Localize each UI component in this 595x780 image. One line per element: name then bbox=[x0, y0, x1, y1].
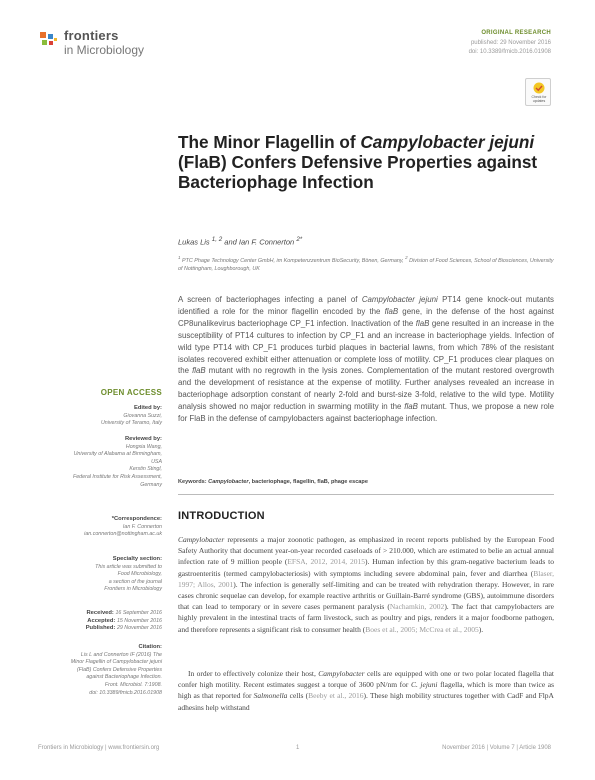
editor-affil: University of Teramo, Italy bbox=[100, 420, 162, 427]
body-text: flagella, which is more than twice as high as that reported for bbox=[178, 680, 554, 701]
affiliation-1: PTC Phage Technology Center GmbH, im Kompetenzzentrum BioSecurity, Bönen, Germany, bbox=[180, 257, 406, 264]
check-updates-label: Check for updates bbox=[531, 95, 547, 103]
journal-name-line1: frontiers bbox=[64, 28, 119, 43]
journal-name-line2: in Microbiology bbox=[64, 43, 145, 57]
author-1-sup: 1, 2 bbox=[211, 236, 223, 243]
received-date: 16 September 2016 bbox=[115, 610, 162, 616]
body-text: cells are equipped with one or two polar located flagella that confer high motility. Recent estimates suggest a torque of 3600 pN/nm for bbox=[178, 669, 554, 690]
author-2[interactable]: and Ian F. Connerton bbox=[222, 237, 297, 247]
citation-link[interactable]: Blaser, 1997; Allos, 2001 bbox=[178, 568, 554, 589]
abstract-italic: flaB bbox=[404, 402, 418, 412]
body-text: ). The infection is generally self-limiting and can be treated with rehydration therapy. However, in rare cases chronic sequelae can develop, for example reactive arthritis or Guillain-Barré syndrome (GBS), autoimmune disorders that can lead to temporary or in severe cases permanent paralysis ( bbox=[178, 579, 554, 612]
specialty-label: Specialty section: bbox=[112, 556, 162, 562]
sidebar-correspondence bbox=[40, 516, 162, 539]
sidebar-dates bbox=[40, 610, 162, 633]
abstract-text: A screen of bacteriophages infecting a panel of bbox=[178, 295, 362, 304]
citation-label: Citation: bbox=[138, 644, 162, 650]
affil-sup1: 1 bbox=[178, 255, 181, 260]
citation-link[interactable]: EFSA, 2012, 2014, 2015 bbox=[287, 557, 365, 567]
body-text: ). bbox=[478, 624, 484, 634]
doi-link[interactable]: doi: 10.3389/fmicb.2016.01908 bbox=[468, 48, 551, 55]
reviewer-1-affil: University of Alabama at Birmingham, bbox=[73, 451, 162, 458]
check-for-updates-button[interactable] bbox=[525, 78, 551, 106]
author-2-sup: 2* bbox=[296, 236, 303, 243]
footer-volume-info: November 2016 | Volume 7 | Article 1908 bbox=[442, 745, 551, 751]
title-part1: The Minor Flagellin of bbox=[178, 132, 361, 152]
abstract-italic: Campylobacter jejuni bbox=[361, 295, 438, 304]
abstract-text: PT14 gene knock-out mutants identified a role for the minor flagellin encoded by the bbox=[178, 295, 554, 316]
citation-line: Front. Microbiol. 7:1908. bbox=[104, 681, 162, 688]
specialty-line: Frontiers in Microbiology bbox=[104, 586, 162, 593]
body-text: represents a major zoonotic pathogen, as emphasized in recent reports published by the European Food Safety Authority that document year-on-year recorded caseloads of > 210.000, which are estimated to belie an actual annual infection rate of 9 million people ( bbox=[178, 535, 554, 567]
body-text: ). Human infection by this gram-negative bacterium leads to gastroenteritis (termed campylobacteriosis) with symptoms including severe abdominal pain, fever and diarrhea ( bbox=[178, 557, 554, 578]
accepted-label: Accepted: bbox=[87, 617, 117, 624]
citation-line: against Bacteriophage Infection. bbox=[86, 674, 162, 681]
title-part3: (FlaB) Confers Defensive Properties against Bacteriophage Infection bbox=[178, 152, 538, 192]
reviewer-1-name[interactable]: Hongxia Wang, bbox=[125, 443, 162, 450]
frontiers-logo-icon bbox=[38, 30, 60, 52]
reviewed-by-label: Reviewed by: bbox=[124, 436, 162, 442]
reviewer-1-country: USA bbox=[151, 458, 162, 465]
edited-by-label: Edited by: bbox=[133, 405, 162, 411]
body-text: ). The fact that campylobacters are highly prevalent in the intestinal tracts of farm livestock, such as poultry and pigs, renders it a major foodborne pathogen, and therefore represents a significant risk to consumer health ( bbox=[178, 602, 554, 634]
abstract-text: mutant with no regrowth in the lysis zones. Complementation of the mutant restored overgrowth and the development of resistance at the expense of motility. Further analyses revealed an increase in bacteriophage adsorption constant of nearly 2-fold and burst-size 3-fold, relative to the wild type. Motility analysis showed no major reduction in swarming motility in the bbox=[178, 366, 554, 412]
article-type: ORIGINAL RESEARCH bbox=[481, 30, 551, 36]
keywords-label: Keywords: bbox=[178, 479, 209, 485]
keyword-1: Campylobacter bbox=[208, 479, 249, 485]
affiliation-2: Division of Food Sciences, School of Biosciences, University of Nottingham, Loughborough, UK bbox=[178, 257, 554, 272]
citation-link[interactable]: Beeby et al., 2016 bbox=[308, 691, 364, 701]
body-italic: C. jejuni bbox=[410, 680, 438, 690]
article-title bbox=[178, 132, 558, 192]
correspondence-label: *Correspondence: bbox=[111, 516, 162, 522]
reviewer-2-affil: Federal Institute for Risk Assessment, bbox=[73, 473, 162, 480]
editor-name[interactable]: Giovanna Suzzi, bbox=[123, 412, 162, 419]
sidebar-edited-by bbox=[40, 405, 162, 428]
reviewer-2-country: Germany bbox=[140, 481, 162, 488]
affil-sup2: 2 bbox=[405, 255, 408, 260]
received-label: Received: bbox=[86, 610, 116, 616]
abstract-italic: flaB bbox=[192, 366, 206, 376]
affiliations bbox=[178, 254, 558, 273]
correspondence-name: Ian F. Connerton bbox=[122, 523, 162, 530]
specialty-line: a section of the journal bbox=[108, 578, 162, 585]
abstract-text: mutant. Thus, we propose a new role for FlaB in the defense of campylobacters against bacteriophage infection. bbox=[178, 402, 554, 424]
abstract bbox=[178, 294, 554, 425]
citation-line: Minor Flagellin of Campylobacter jejuni bbox=[70, 659, 162, 666]
title-organism: Campylobacter jejuni bbox=[360, 132, 535, 152]
footer-journal[interactable]: Frontiers in Microbiology | www.frontiersin.org bbox=[38, 745, 160, 751]
intro-paragraph-1 bbox=[178, 534, 554, 635]
sidebar-reviewed-by bbox=[40, 436, 162, 489]
correspondence-email[interactable]: ian.connerton@nottingham.ac.uk bbox=[84, 531, 162, 538]
specialty-line: This article was submitted to bbox=[95, 563, 162, 570]
section-heading-introduction: INTRODUCTION bbox=[178, 510, 265, 522]
citation-link[interactable]: Nachamkin, 2002 bbox=[389, 602, 445, 612]
citation-doi[interactable]: doi: 10.3389/fmicb.2016.01908 bbox=[89, 689, 162, 696]
abstract-italic: flaB bbox=[384, 306, 399, 316]
specialty-line: Food Microbiology, bbox=[117, 571, 162, 578]
intro-paragraph-2 bbox=[178, 668, 554, 713]
abstract-italic: flaB bbox=[415, 318, 430, 328]
keywords bbox=[178, 479, 554, 485]
citation-line: Lis L and Connerton IF (2016) The bbox=[80, 651, 162, 658]
keywords-rest: , bacteriophage, flagellin, flaB, phage escape bbox=[248, 479, 368, 485]
body-text: ). These high mobility structures together with CadF and FlpA adhesins help withstand bbox=[178, 691, 554, 712]
abstract-divider bbox=[178, 494, 554, 495]
published-label: Published: bbox=[85, 625, 117, 632]
citation-line: (FlaB) Confers Defensive Properties bbox=[76, 666, 162, 673]
authors bbox=[178, 236, 302, 247]
sidebar-citation bbox=[40, 644, 162, 697]
journal-logo bbox=[38, 28, 178, 58]
citation-link[interactable]: Boes et al., 2005; McCrea et al., 2005 bbox=[365, 624, 479, 634]
published-date: 29 November 2016 bbox=[116, 625, 162, 632]
author-1[interactable]: Lukas Lis bbox=[178, 237, 212, 247]
body-text: cells ( bbox=[287, 691, 309, 701]
sidebar-specialty bbox=[40, 556, 162, 594]
abstract-text: gene resulted in an increase in the susceptibility of PT14 cultures to infection by CP_F1 and an increase in bacteriophage yields. Infection of wild type PT14 with CP_F1 produces turbid plaques in bacterial lawns, from which 78% of the resistant isolates recovered exhibit either attenuation or complete loss of motility. CP_F1 produces clear plaques on the bbox=[178, 318, 555, 376]
body-italic: Campylobacter bbox=[318, 669, 365, 678]
footer-page-number: 1 bbox=[296, 745, 300, 751]
abstract-text: gene, in the defense of the host against CP8unalikevirus bacteriophage CP_F1 infection. Inactivation of the bbox=[178, 306, 554, 328]
accepted-date: 15 November 2016 bbox=[116, 617, 162, 624]
body-italic: Salmonella bbox=[253, 691, 288, 701]
body-text: In order to effectively colonize their host, bbox=[188, 669, 319, 678]
open-access-badge: OPEN ACCESS bbox=[100, 388, 162, 397]
published-date: published: 29 November 2016 bbox=[470, 40, 551, 46]
check-updates-icon bbox=[532, 82, 546, 94]
reviewer-2-name[interactable]: Kerstin Stingl, bbox=[129, 466, 162, 473]
body-italic: Campylobacter bbox=[178, 535, 225, 544]
publication-info bbox=[469, 39, 551, 56]
